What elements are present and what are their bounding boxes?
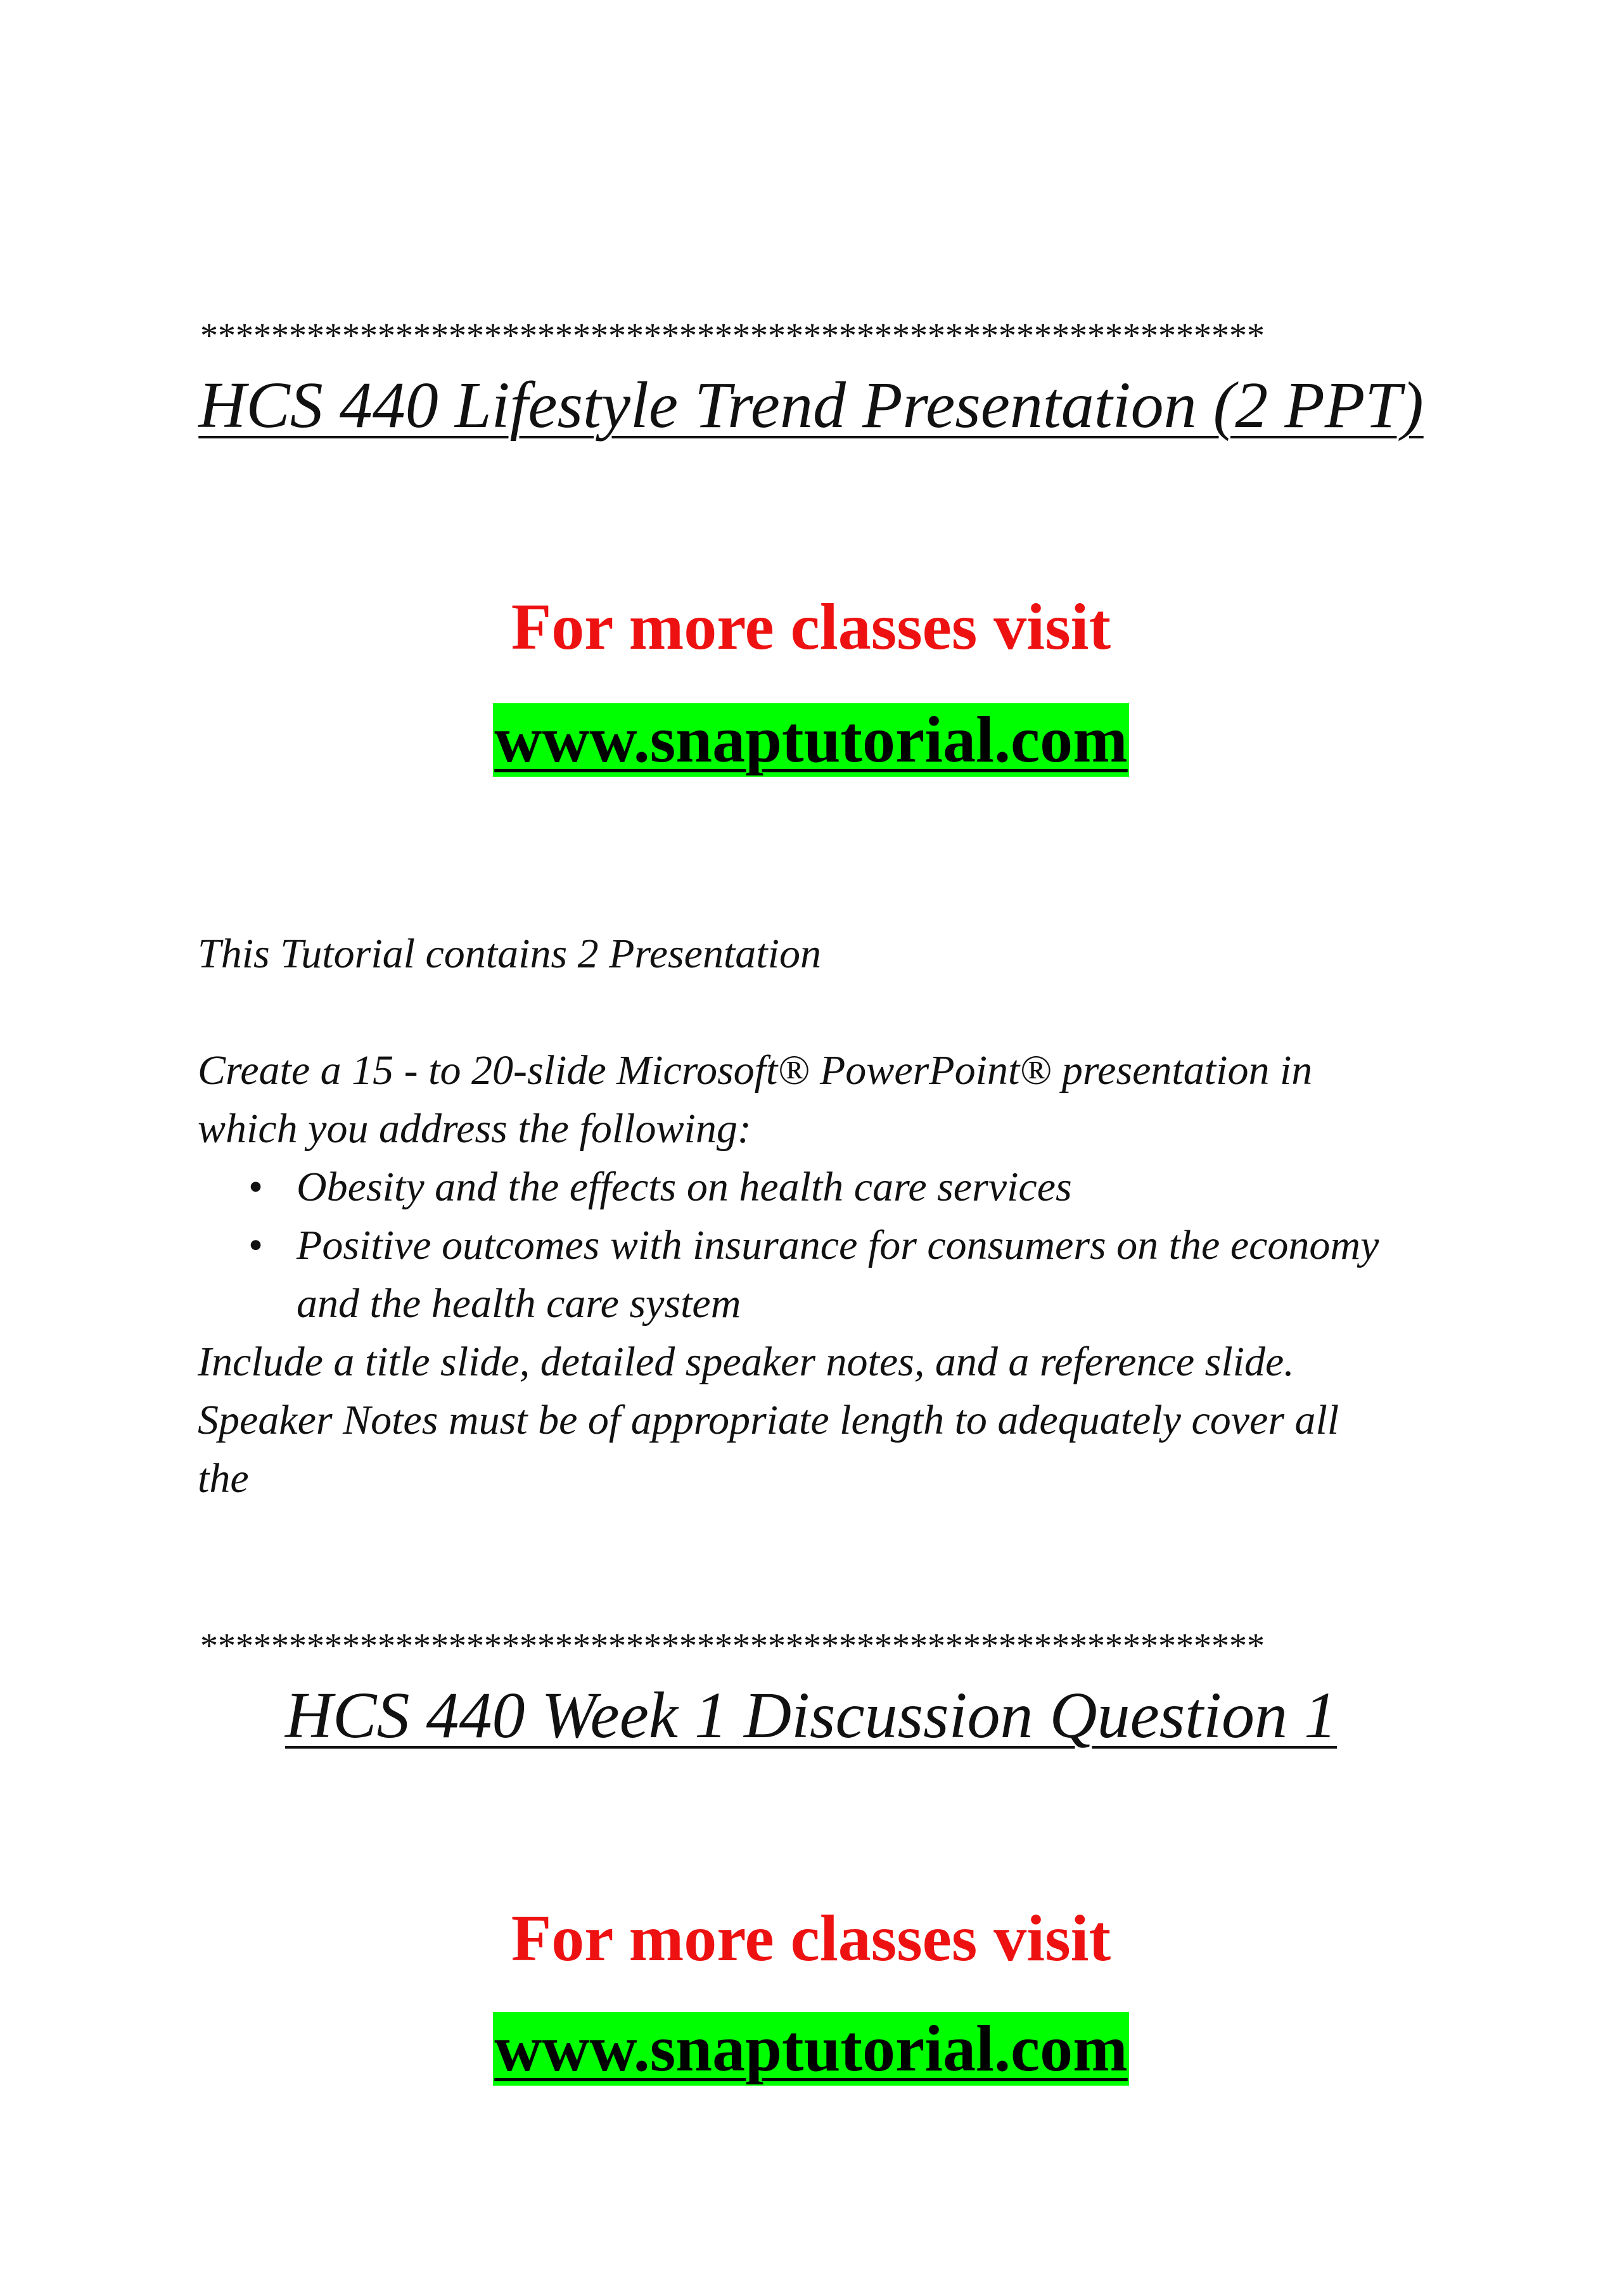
bullet-list: [198, 1158, 1465, 1333]
bullet-icon: •: [248, 1164, 264, 1210]
promo-text: For more classes visit: [511, 1902, 1111, 1975]
description-line: Create a 15 - to 20-slide Microsoft® PowerPoint® presentation in: [198, 1047, 1313, 1094]
list-item-text: and the health care system: [297, 1280, 741, 1327]
list-item: [198, 1158, 1465, 1216]
closing-line: Speaker Notes must be of appropriate length to adequately cover all: [198, 1397, 1339, 1443]
closing-line: Include a title slide, detailed speaker notes, and a reference slide.: [198, 1339, 1294, 1385]
promo-text: For more classes visit: [511, 590, 1111, 663]
bullet-icon: •: [248, 1222, 264, 1268]
list-item-text: Obesity and the effects on health care services: [297, 1164, 1072, 1210]
list-item-text: Positive outcomes with insurance for consumers on the economy: [297, 1222, 1379, 1268]
promo-link-wrap: [0, 703, 1622, 777]
intro-text: This Tutorial contains 2 Presentation: [198, 931, 821, 977]
promo-link[interactable]: www.snaptutorial.com: [494, 703, 1128, 776]
separator-line: ************************************************************: [200, 317, 1265, 355]
section-title: HCS 440 Lifestyle Trend Presentation (2 PPT): [198, 369, 1424, 442]
section-title: HCS 440 Week 1 Discussion Question 1: [284, 1679, 1338, 1752]
promo-link[interactable]: www.snaptutorial.com: [494, 2012, 1128, 2085]
closing-line: the: [198, 1455, 249, 1502]
list-item: [198, 1216, 1465, 1275]
list-item-continuation: [198, 1275, 1465, 1333]
separator-line: ************************************************************: [200, 1627, 1265, 1665]
promo-link-wrap: [0, 2012, 1622, 2086]
description-line: which you address the following:: [198, 1106, 751, 1152]
